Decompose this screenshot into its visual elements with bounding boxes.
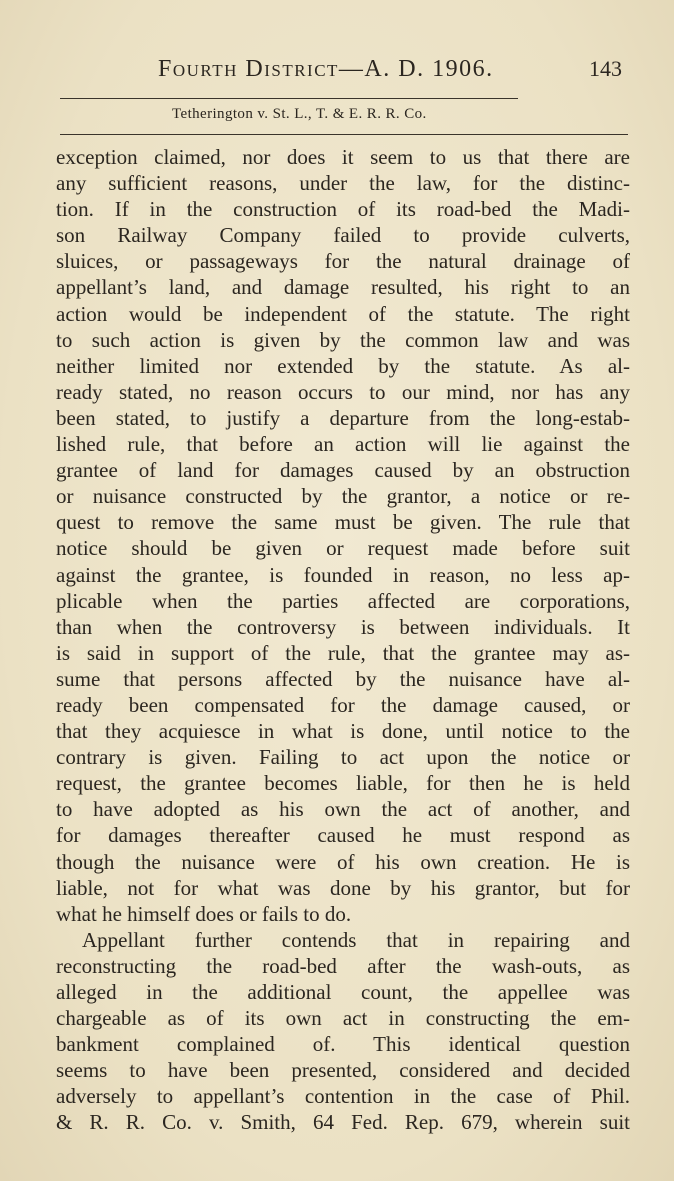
text-line: sluices, or passageways for the natural drainage of [56,249,630,274]
text-line: alleged in the additional count, the appellee was [56,980,630,1004]
text-line: against the grantee, is founded in reason, no less ap- [56,562,630,587]
header-rule-bottom [60,134,628,135]
paragraph-end-line: what he himself does or fails to do. [56,901,352,926]
text-line: plicable when the parties affected are corporations, [56,588,630,613]
text-line: adversely to appellant’s contention in the case of Phil. [56,1084,630,1109]
header-rule-top [60,98,518,99]
body-text [56,144,630,1136]
text-line: to such action is given by the common law and was [56,327,630,352]
text-line: notice should be given or request made before suit [56,536,630,561]
page-number: 143 [589,56,622,81]
text-line: tion. If in the construction of its road-bed the Madi- [56,197,630,222]
text-line: sume that persons affected by the nuisance have al- [56,666,630,691]
text-line: been stated, to justify a departure from the long-estab- [56,405,630,430]
text-line: liable, not for what was done by his grantor, but for [56,875,630,900]
text-line: son Railway Company failed to provide culverts, [56,223,630,248]
text-line: seems to have been presented, considered and decided [56,1058,630,1083]
text-line: exception claimed, nor does it seem to us that there are [56,145,630,169]
running-head [158,56,628,90]
text-line: & R. R. Co. v. Smith, 64 Fed. Rep. 679, wherein suit [56,1110,630,1135]
text-line: lished rule, that before an action will lie against the [56,432,630,457]
text-line: ready stated, no reason occurs to our mind, nor has any [56,379,630,404]
paragraph-first-line: Appellant further contends that in repairing and [82,927,630,952]
text-line: reconstructing the road-bed after the wash-outs, as [56,953,630,978]
text-line: though the nuisance were of his own creation. He is [56,849,630,874]
text-line: request, the grantee becomes liable, for then he is held [56,771,630,796]
text-line: bankment complained of. This identical question [56,1032,630,1057]
text-line: to have adopted as his own the act of another, and [56,797,630,822]
text-line: action would be independent of the statute. The right [56,301,630,326]
text-line: chargeable as of its own act in constructing the em- [56,1006,630,1031]
text-line: ready been compensated for the damage caused, or [56,692,630,717]
text-line: is said in support of the rule, that the grantee may as- [56,640,630,665]
text-line: than when the controversy is between individuals. It [56,614,630,639]
text-line: contrary is given. Failing to act upon the notice or [56,745,630,770]
text-line: appellant’s land, and damage resulted, his right to an [56,275,630,300]
text-line: for damages thereafter caused he must respond as [56,823,630,848]
text-line: grantee of land for damages caused by an obstruction [56,458,630,483]
text-line: neither limited nor extended by the statute. As al- [56,353,630,378]
running-title: Fourth District—A. D. 1906. [158,56,494,82]
text-line: quest to remove the same must be given. The rule that [56,510,630,535]
text-line: or nuisance constructed by the grantor, a notice or re- [56,484,630,509]
case-caption: Tetherington v. St. L., T. & E. R. R. Co. [172,106,427,122]
text-line: any sufficient reasons, under the law, for the distinc- [56,171,630,196]
text-line: that they acquiesce in what is done, until notice to the [56,719,630,744]
